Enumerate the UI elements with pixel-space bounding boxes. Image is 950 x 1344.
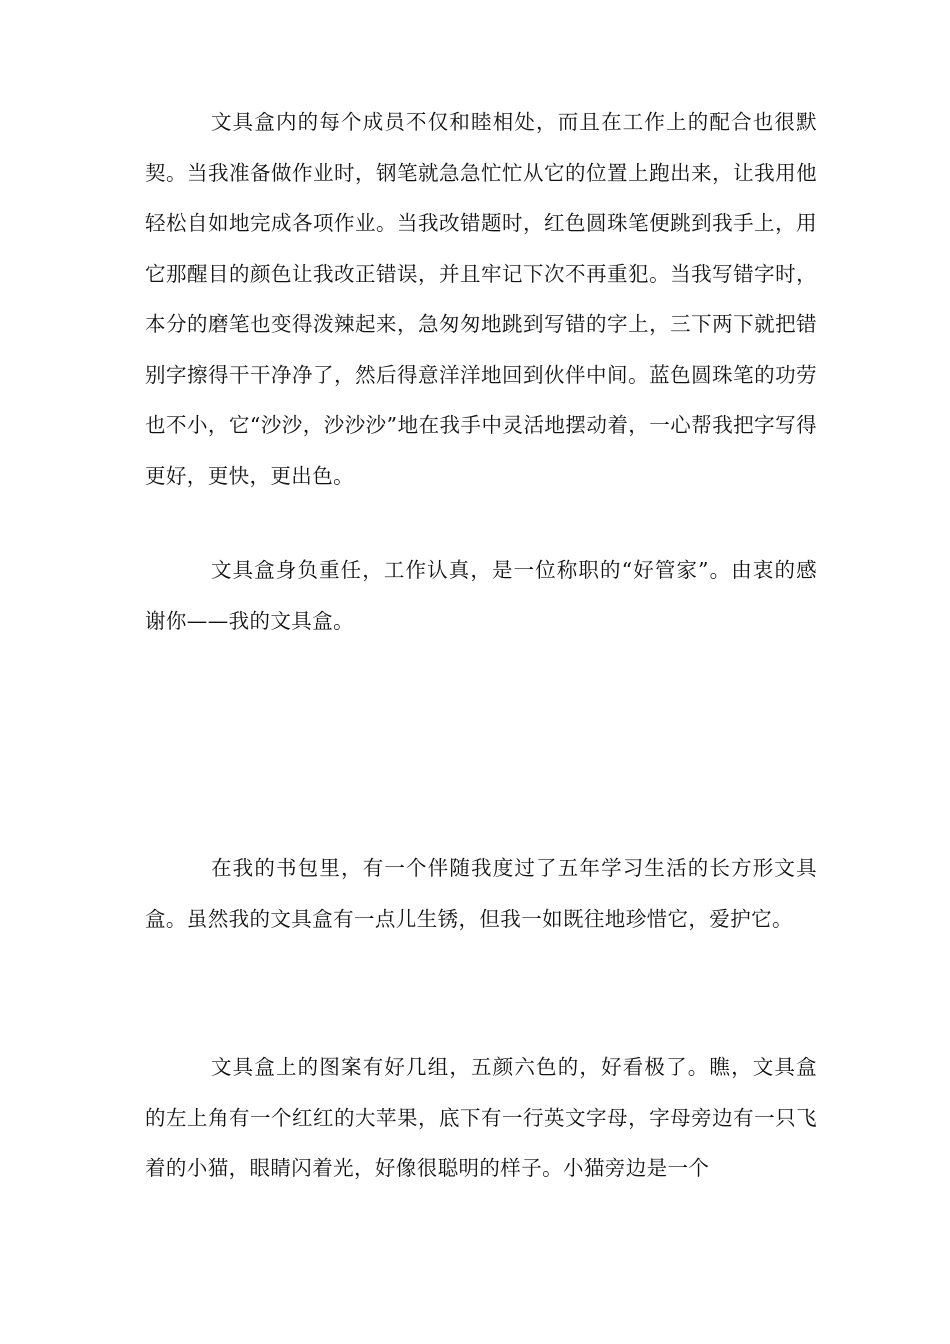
paragraph-patterns: 文具盒上的图案有好几组，五颜六色的，好看极了。瞧，文具盒的左上角有一个红红的大苹果，底下有一行英文字母，字母旁边有一只飞着的小猫，眼睛闪着光，好像很聪明的样子。小猫旁边是一个 bbox=[145, 1055, 817, 1180]
paragraph-team-cooperation: 文具盒内的每个成员不仅和睦相处，而且在工作上的配合也很默契。当我准备做作业时，钢笔就急急忙忙从它的位置上跑出来，让我用他轻松自如地完成各项作业。当我改错题时，红色圆珠笔便跳到我手上，用它那醒目的颜色让我改正错误，并且牢记下次不再重犯。当我写错字时，本分的磨笔也变得泼辣起来，急匆匆地跳到写错的字上，三下两下就把错别字擦得干干净净了，然后得意洋洋地回到伙伴中间。蓝色圆珠笔的功劳也不小，它“沙沙，沙沙沙”地在我手中灵活地摆动着，一心帮我把字写得更好，更快，更出色。 bbox=[145, 110, 817, 488]
paragraph-introduction: 在我的书包里，有一个伴随我度过了五年学习生活的长方形文具盒。虽然我的文具盒有一点儿生锈，但我一如既往地珍惜它，爱护它。 bbox=[145, 856, 817, 931]
paragraph-thanks: 文具盒身负重任，工作认真，是一位称职的“好管家”。由衷的感谢你——我的文具盒。 bbox=[145, 558, 817, 633]
